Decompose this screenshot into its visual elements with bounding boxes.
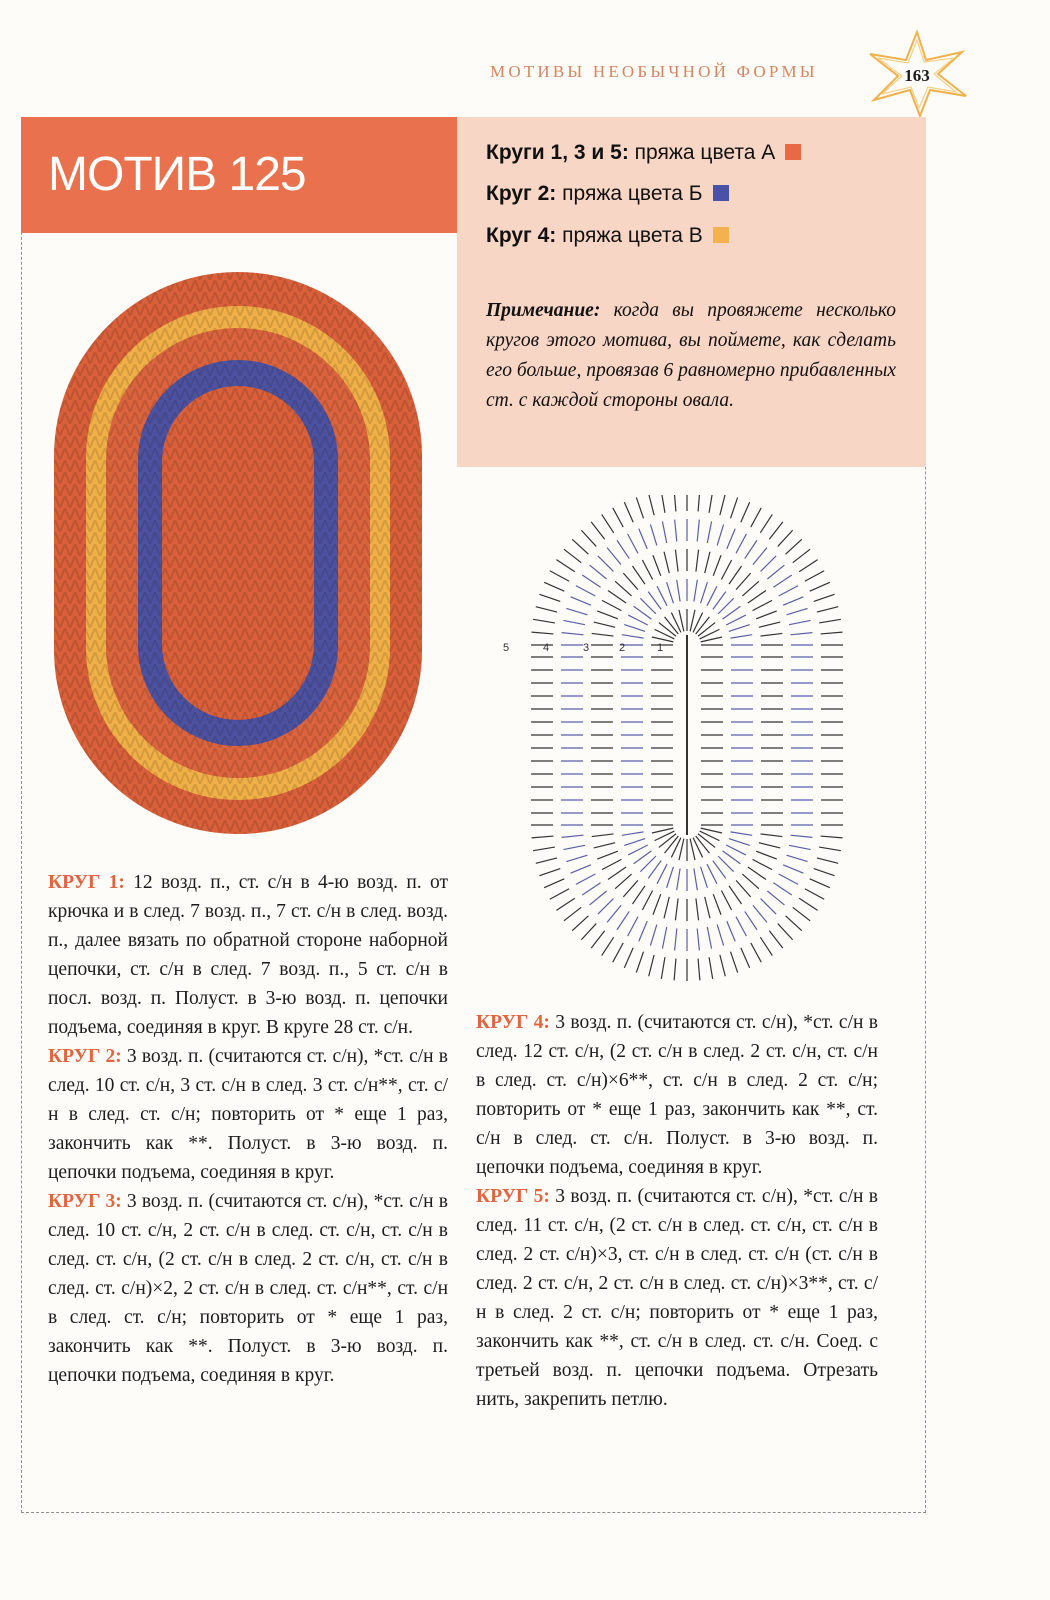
stitch-mark bbox=[664, 552, 669, 573]
stitch-mark bbox=[698, 495, 700, 511]
round-text: 3 возд. п. (считаются ст. с/н), *ст. с/н в след. 11 ст. с/н, (2 ст. с/н в след. ст. с/н, ст. с/н в след. 2 ст. с/н)×3, ст. с/н в след. ст. с/н (ст. с/н в след. 2 ст. с/н, 2 ст. с/н в след. ст. с/н)×3**, ст. с/н в след. 2 ст. с/н; повторить от * еще 1 раз, закончить как **, ст. с/н в след. ст. с/н. Соед. с третьей возд. п. цепочки подъема. Отрезать нить, закрепить петлю. bbox=[476, 1186, 879, 1410]
stitch-mark bbox=[661, 957, 665, 979]
stitch-mark bbox=[690, 610, 695, 631]
stitch-mark bbox=[665, 836, 679, 853]
stitch-mark bbox=[624, 839, 645, 846]
stitch-mark bbox=[810, 582, 830, 591]
stitch-mark bbox=[628, 845, 648, 855]
round-label: КРУГ 4: bbox=[476, 1012, 550, 1033]
stitch-mark bbox=[707, 586, 717, 606]
stitch-mark bbox=[566, 855, 587, 861]
stitch-mark bbox=[639, 921, 647, 941]
stitch-mark bbox=[679, 839, 684, 860]
stitch-mark bbox=[748, 590, 766, 602]
stitch-mark bbox=[700, 831, 720, 841]
stitch-mark bbox=[821, 632, 843, 634]
round-label: 3 bbox=[583, 642, 590, 654]
stitch-mark bbox=[693, 838, 703, 858]
title-banner bbox=[21, 117, 457, 233]
round-text: 3 возд. п. (считаются ст. с/н), *ст. с/н в след. 10 ст. с/н, 2 ст. с/н в след. ст. с/н, ст. с/н в след. ст. с/н, (2 ст. с/н в след. 2 ст. с/н, ст. с/н в след. ст. с/н)×2, 2 ст. с/н в след. ст. с/н**, ст. с/н в след. ст. с/н; повторить от * еще 1 раз, закончить как **. Полуст. в 3-ю возд. п. цепочки подъема, соединяя в круг. bbox=[48, 1191, 449, 1386]
stitch-mark bbox=[748, 867, 766, 879]
stitch-mark bbox=[662, 521, 666, 543]
stitch-mark bbox=[550, 889, 569, 899]
stitch-mark bbox=[665, 617, 679, 634]
stitch-mark bbox=[721, 891, 731, 910]
stitch-mark bbox=[655, 831, 675, 841]
stitch-mark bbox=[778, 530, 793, 546]
stitch-mark bbox=[657, 864, 667, 884]
note-label: Примечание: bbox=[486, 300, 601, 321]
color-swatch-c bbox=[713, 227, 729, 243]
stitch-mark bbox=[698, 959, 700, 981]
round-label: КРУГ 1: bbox=[48, 872, 125, 893]
stitch-mark bbox=[814, 594, 835, 601]
stitch-mark bbox=[769, 931, 783, 948]
stitch-mark bbox=[636, 952, 643, 973]
stitch-mark bbox=[607, 548, 621, 565]
stitch-mark bbox=[696, 836, 710, 853]
round-3 bbox=[48, 1187, 448, 1390]
stitch-mark bbox=[736, 534, 746, 553]
stitch-mark bbox=[805, 571, 824, 581]
stitch-mark bbox=[789, 620, 811, 624]
stitch-mark bbox=[536, 858, 557, 863]
stitch-mark bbox=[707, 864, 717, 884]
stitch-mark bbox=[562, 633, 584, 635]
note-text: когда вы провяжете несколько кругов этого мотива, вы поймете, как сделать его больше, провязав 6 равномерно прибавленных ст. с каждой стороны овала. bbox=[486, 300, 896, 411]
stitch-mark bbox=[713, 894, 721, 915]
stitch-mark bbox=[698, 623, 715, 637]
stitch-mark bbox=[718, 598, 734, 614]
stitch-mark bbox=[819, 619, 841, 623]
stitch-mark bbox=[751, 508, 761, 527]
stitch-mark bbox=[761, 556, 777, 572]
stitch-mark bbox=[745, 540, 757, 558]
round-label: КРУГ 5: bbox=[476, 1186, 550, 1207]
crochet-oval-illustration bbox=[50, 268, 426, 838]
stitch-mark bbox=[729, 839, 750, 846]
stitch-mark bbox=[571, 597, 591, 605]
stitch-mark bbox=[602, 937, 614, 955]
stitch-mark bbox=[590, 891, 607, 905]
stitch-mark bbox=[628, 615, 648, 625]
stitch-mark bbox=[594, 843, 615, 848]
round-label: 5 bbox=[503, 642, 510, 654]
stitch-mark bbox=[634, 606, 652, 619]
stitch-mark bbox=[608, 867, 626, 879]
stitch-mark bbox=[713, 592, 726, 610]
stitch-mark bbox=[729, 625, 750, 632]
stitch-mark bbox=[790, 835, 812, 837]
stitch-mark bbox=[571, 865, 591, 873]
stitch-mark bbox=[659, 834, 676, 848]
stitch-mark bbox=[566, 608, 587, 614]
stitch-mark bbox=[623, 573, 638, 589]
stitch-mark bbox=[602, 514, 614, 532]
stitch-mark bbox=[581, 924, 596, 940]
stitch-mark bbox=[640, 856, 656, 872]
stitch-mark bbox=[597, 851, 618, 859]
stitch-mark bbox=[730, 832, 752, 835]
motif-title: МОТИВ 125 bbox=[48, 148, 306, 201]
stitch-mark bbox=[783, 865, 803, 873]
stitch-mark bbox=[731, 952, 738, 973]
stitch-mark bbox=[779, 586, 798, 596]
stitch-mark bbox=[628, 534, 638, 553]
stitch-mark bbox=[769, 522, 783, 539]
round-text: 12 возд. п., ст. с/н в 4-ю возд. п. от крючка и в след. 7 возд. п., 7 ст. с/н в след. возд. п., далее вязать по обратной стороне наборной цепочки, ст. с/н в след. 7 возд. п., 5 ст. с/н в посл. возд. п. Полуст. в 3-ю возд. п. цепочки подъема, соединяя в круг. В круге 28 ст. с/н. bbox=[48, 872, 448, 1038]
stitch-mark bbox=[786, 916, 802, 931]
stitch-mark bbox=[671, 838, 681, 858]
stitch-mark bbox=[700, 629, 720, 639]
stitch-mark bbox=[675, 898, 678, 920]
stitch-mark bbox=[707, 927, 711, 949]
stitch-mark bbox=[756, 611, 777, 619]
stitch-mark bbox=[662, 927, 666, 949]
stitch-mark bbox=[640, 598, 656, 614]
stitch-mark bbox=[674, 959, 676, 981]
stitch-mark bbox=[741, 948, 750, 968]
stitch-mark bbox=[696, 550, 699, 572]
stitch-mark bbox=[615, 581, 631, 596]
round-text: 3 возд. п. (считаются ст. с/н), *ст. с/н в след. 10 ст. с/н, 3 ст. с/н в след. 3 ст. с/н**, ст. с/н в след. ст. с/н; повторить от * еще 1 раз, закончить как **. Полуст. в 3-ю возд. п. цепочки подъема, соединяя в круг. bbox=[48, 1046, 449, 1183]
round-label: КРУГ 2: bbox=[48, 1046, 122, 1067]
stitch-mark bbox=[723, 606, 741, 619]
stitch-mark bbox=[717, 925, 723, 946]
stitch-mark bbox=[544, 582, 564, 591]
stitch-mark bbox=[624, 625, 645, 632]
stitch-mark bbox=[671, 613, 681, 633]
round-label: 2 bbox=[619, 642, 626, 654]
stitch-mark bbox=[693, 613, 703, 633]
stitch-mark bbox=[652, 828, 673, 833]
stitch-mark bbox=[617, 911, 629, 929]
stitch-mark bbox=[648, 592, 661, 610]
stitch-mark bbox=[602, 859, 621, 869]
stitch-mark bbox=[697, 928, 699, 950]
stitch-mark bbox=[717, 524, 723, 545]
stitch-mark bbox=[810, 879, 830, 888]
stitch-mark bbox=[675, 550, 678, 572]
stitch-mark bbox=[745, 911, 757, 929]
stitch-mark bbox=[789, 845, 811, 849]
stitch-mark bbox=[753, 859, 772, 869]
stitch-mark bbox=[642, 891, 652, 910]
stitch-mark bbox=[773, 883, 791, 895]
stitch-mark bbox=[760, 834, 782, 837]
stitch-mark bbox=[613, 508, 623, 527]
stitch-mark bbox=[690, 839, 695, 860]
stitch-mark bbox=[736, 573, 751, 589]
page-number-star bbox=[862, 30, 972, 118]
stitch-mark bbox=[742, 874, 758, 889]
stitch-mark bbox=[650, 524, 656, 545]
stitch-mark bbox=[608, 590, 626, 602]
stitch-mark bbox=[564, 907, 581, 921]
stitch-mark bbox=[667, 867, 674, 888]
stitch-mark bbox=[648, 861, 661, 879]
stitch-mark bbox=[675, 520, 677, 542]
stitch-mark bbox=[659, 623, 676, 637]
stitch-mark bbox=[753, 905, 767, 922]
legend-label: Круг 2: bbox=[486, 182, 557, 205]
stitch-mark bbox=[624, 948, 633, 968]
stitch-mark bbox=[814, 869, 835, 876]
legend-text: пряжа цвета А bbox=[628, 141, 776, 164]
stitch-mark bbox=[677, 580, 680, 602]
stitch-mark bbox=[634, 851, 652, 864]
stitch-mark bbox=[550, 571, 569, 581]
stitch-mark bbox=[582, 883, 600, 895]
stitch-mark bbox=[729, 566, 741, 584]
stitch-mark bbox=[742, 581, 758, 596]
stitch-mark bbox=[767, 565, 784, 579]
instructions-right bbox=[476, 1008, 878, 1414]
stitch-mark bbox=[729, 886, 741, 904]
stitch-mark bbox=[817, 607, 838, 612]
stitch-mark bbox=[581, 530, 596, 546]
stitch-mark bbox=[598, 556, 614, 572]
stitch-mark bbox=[639, 529, 647, 549]
running-head: МОТИВЫ НЕОБЫЧНОЙ ФОРМЫ bbox=[490, 62, 818, 81]
stitch-mark bbox=[556, 898, 574, 910]
round-text: 3 возд. п. (считаются ст. с/н), *ст. с/н в след. 12 ст. с/н, (2 ст. с/н в след. 2 ст. с/н, ст. с/н в след. ст. с/н)×6**, ст. с/н в след. 2 ст. с/н; повторить от * еще 1 раз, закончить как **, ст. с/н в след. ст. с/н. Полуст. в 3-ю возд. п. цепочки подъема, соединяя в круг. bbox=[476, 1012, 879, 1178]
stitch-mark bbox=[709, 957, 713, 979]
stitch-mark bbox=[572, 539, 588, 554]
stitch-mark bbox=[636, 497, 643, 518]
stitch-mark bbox=[760, 937, 772, 955]
stitch-mark bbox=[736, 880, 751, 896]
stitch-mark bbox=[592, 633, 614, 636]
stitch-mark bbox=[615, 874, 631, 889]
stitch-mark bbox=[661, 495, 665, 513]
stitch-mark bbox=[576, 874, 595, 884]
crochet-photo bbox=[50, 268, 426, 838]
stitch-mark bbox=[628, 917, 638, 936]
round-1 bbox=[48, 868, 448, 1042]
stitch-mark bbox=[756, 851, 777, 859]
stitch-mark bbox=[761, 899, 777, 915]
stitch-mark bbox=[726, 615, 746, 625]
stitch-mark bbox=[819, 847, 841, 851]
stitch-mark bbox=[536, 607, 557, 612]
stitch-mark bbox=[705, 552, 710, 573]
stitch-mark bbox=[726, 845, 746, 855]
stitch-mark bbox=[563, 620, 585, 624]
legend-item-a bbox=[486, 141, 801, 165]
stitch-mark bbox=[713, 555, 721, 576]
stitch-mark bbox=[622, 832, 644, 835]
stitch-mark bbox=[650, 925, 656, 946]
round-label: 4 bbox=[543, 642, 550, 654]
stitch-mark bbox=[701, 867, 708, 888]
stitch-mark bbox=[623, 880, 638, 896]
stitch-mark bbox=[727, 529, 735, 549]
stitch-mark bbox=[679, 610, 684, 631]
legend-item-b bbox=[486, 182, 729, 206]
stitch-mark bbox=[779, 874, 798, 884]
stitch-mark bbox=[760, 514, 772, 532]
legend-text: пряжа цвета Б bbox=[556, 182, 703, 205]
stitch-mark bbox=[759, 622, 780, 627]
stitch-mark bbox=[532, 632, 554, 634]
instructions-left bbox=[48, 868, 448, 1390]
stitch-mark bbox=[655, 629, 675, 639]
stitch-mark bbox=[793, 907, 810, 921]
stitch-mark bbox=[582, 575, 600, 587]
stitch-mark bbox=[675, 928, 677, 950]
stitch-mark bbox=[624, 502, 633, 522]
note bbox=[486, 296, 896, 416]
stitch-mark bbox=[617, 540, 629, 558]
stitch-mark bbox=[539, 594, 560, 601]
stitch-mark bbox=[718, 856, 734, 872]
stitch-mark bbox=[799, 560, 817, 572]
stitch-mark bbox=[539, 869, 560, 876]
stitch-mark bbox=[563, 845, 585, 849]
stitch-mark bbox=[773, 575, 791, 587]
stitch-mark bbox=[713, 861, 726, 879]
stitch-mark bbox=[622, 635, 644, 638]
stitch-mark bbox=[592, 834, 614, 837]
stitch-mark bbox=[701, 582, 708, 603]
stitch-mark bbox=[736, 917, 746, 936]
stitch-mark bbox=[597, 611, 618, 619]
stitch-mark bbox=[753, 600, 772, 610]
legend-text: пряжа цвета В bbox=[556, 224, 703, 247]
stitch-mark bbox=[787, 855, 808, 861]
legend-label: Круги 1, 3 и 5: bbox=[486, 141, 629, 164]
legend-item-c bbox=[486, 224, 729, 248]
crochet-diagram bbox=[497, 495, 877, 995]
stitch-mark bbox=[694, 868, 697, 890]
page-number: 163 bbox=[904, 66, 930, 85]
stitch-mark bbox=[786, 539, 802, 554]
round-label: КРУГ 3: bbox=[48, 1191, 122, 1212]
stitch-mark bbox=[727, 921, 735, 941]
stitch-mark bbox=[701, 637, 722, 642]
round-4 bbox=[476, 1008, 878, 1182]
stitch-chart bbox=[497, 495, 877, 995]
stitch-mark bbox=[778, 924, 793, 940]
stitch-mark bbox=[677, 868, 680, 890]
color-swatch-a bbox=[785, 144, 801, 160]
stitch-mark bbox=[698, 834, 715, 848]
stitch-mark bbox=[649, 955, 654, 976]
stitch-mark bbox=[760, 633, 782, 636]
stitch-mark bbox=[805, 889, 824, 899]
stitch-mark bbox=[632, 566, 644, 584]
stitch-mark bbox=[653, 894, 661, 915]
stitch-mark bbox=[705, 897, 710, 918]
stitch-mark bbox=[653, 555, 661, 576]
stitch-mark bbox=[723, 851, 741, 864]
stitch-mark bbox=[594, 622, 615, 627]
stitch-mark bbox=[793, 549, 810, 563]
stitch-mark bbox=[817, 858, 838, 863]
color-swatch-b bbox=[713, 185, 729, 201]
stitch-mark bbox=[720, 955, 725, 976]
stitch-mark bbox=[720, 495, 725, 515]
stitch-mark bbox=[753, 548, 767, 565]
stitch-mark bbox=[787, 608, 808, 614]
stitch-mark bbox=[556, 560, 574, 572]
stitch-mark bbox=[657, 586, 667, 606]
stitch-mark bbox=[721, 560, 731, 579]
stitch-mark bbox=[696, 898, 699, 920]
stitch-mark bbox=[598, 899, 614, 915]
stitch-mark bbox=[697, 520, 699, 542]
stitch-mark bbox=[572, 916, 588, 931]
stitch-mark bbox=[730, 635, 752, 638]
stitch-mark bbox=[632, 886, 644, 904]
stitch-mark bbox=[576, 586, 595, 596]
stitch-mark bbox=[790, 633, 812, 635]
stitch-mark bbox=[564, 549, 581, 563]
stitch-mark bbox=[649, 495, 654, 515]
stitch-mark bbox=[607, 905, 621, 922]
legend-label: Круг 4: bbox=[486, 224, 557, 247]
stitch-mark bbox=[562, 835, 584, 837]
stitch-mark bbox=[544, 879, 564, 888]
stitch-mark bbox=[741, 502, 750, 522]
round-2 bbox=[48, 1042, 448, 1187]
stitch-mark bbox=[613, 943, 623, 962]
stitch-mark bbox=[674, 495, 676, 511]
stitch-mark bbox=[667, 582, 674, 603]
stitch-mark bbox=[664, 897, 669, 918]
stitch-mark bbox=[590, 565, 607, 579]
round-5 bbox=[476, 1182, 878, 1414]
stitch-mark bbox=[709, 495, 713, 513]
stitch-mark bbox=[707, 521, 711, 543]
stitch-mark bbox=[602, 600, 621, 610]
stitch-mark bbox=[532, 836, 554, 838]
stitch-mark bbox=[751, 943, 761, 962]
round-label: 1 bbox=[657, 642, 664, 654]
stitch-mark bbox=[533, 619, 555, 623]
stitch-mark bbox=[821, 836, 843, 838]
stitch-mark bbox=[642, 560, 652, 579]
stitch-mark bbox=[759, 843, 780, 848]
stitch-mark bbox=[591, 522, 605, 539]
stitch-mark bbox=[767, 891, 784, 905]
stitch-mark bbox=[731, 497, 738, 518]
stitch-mark bbox=[799, 898, 817, 910]
stitch-mark bbox=[533, 847, 555, 851]
stitch-mark bbox=[694, 580, 697, 602]
stitch-mark bbox=[701, 828, 722, 833]
stitch-mark bbox=[783, 597, 803, 605]
stitch-mark bbox=[696, 617, 710, 634]
stitch-mark bbox=[591, 931, 605, 948]
